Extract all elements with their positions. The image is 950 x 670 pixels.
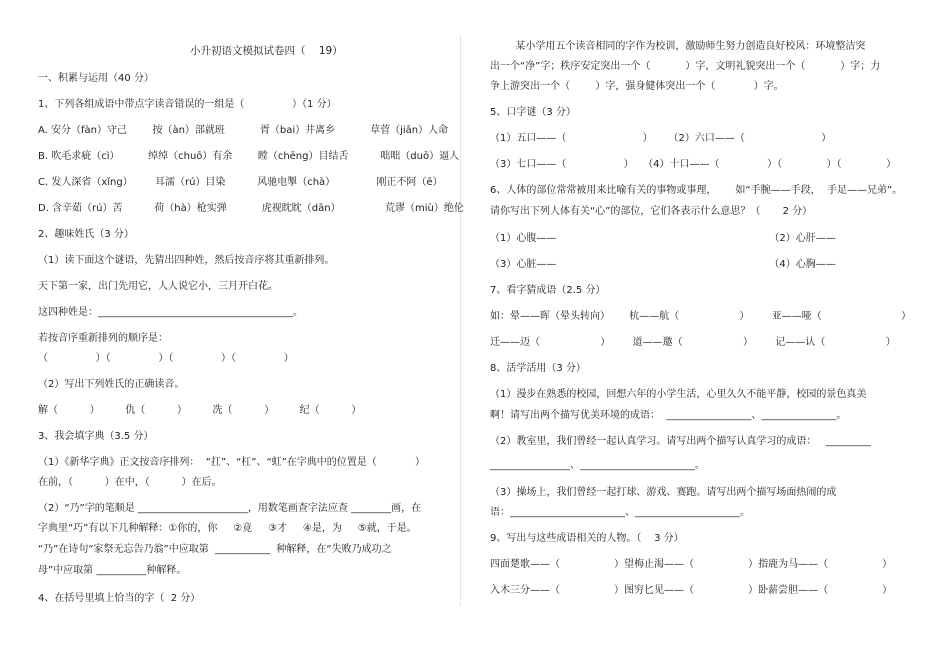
people-row-1: 四面楚歌——（ ）望梅止渴——（ ）指鹿为马——（ ） [490,559,893,570]
question-8-part-3: （3）操场上，我们曾经一起打球、游戏、赛跑。请写出两个描写场面热闹的成 [490,487,837,498]
idiom-guess-row-1: 如：晕——晖（晕头转向） 杭——航（ ） 亚——哑（ ） [490,311,912,322]
question-4: 4、在括号里填上恰当的字（ 2 分） [38,593,201,604]
question-7: 7、看字猜成语（2.5 分） [490,285,606,296]
option-c: C. 发人深省（xǐng） 耳濡（rú）目染 风驰电掣（chà） 刚正不阿（ē） [38,177,443,188]
option-a: A. 安分（fàn）守己 按（àn）部就班 胥（bai）井离乡 草菅（jiān）人命 [38,125,449,136]
question-9: 9、写出与这些成语相关的人物。（ 3 分） [490,533,684,544]
meanings-list: 字典里“巧”有以下几种解释：①你的，你 ②竟 ③才 ④是，为 ⑤就，于是。 [38,523,417,534]
riddle-row-2: （3）七口——（ ） （4）十口——（ ）（ ）（ ） [490,159,897,170]
surname-readings: 解（ ） 仇（ ） 冼（ ） 纪（ ） [38,405,362,416]
question-2-part-2: （2）写出下列姓氏的正确读音。 [38,379,185,390]
section-heading: 一、积累与运用（40 分） [38,73,154,84]
question-8-part-2: （2）教室里，我们曾经一起认真学习。请写出两个描写认真学习的成语： _________ [490,436,871,447]
question-8-part-2-blanks: ________________、_______________________。 [490,460,705,471]
question-2: 2、趣味姓氏（3 分） [38,229,134,240]
question-6-prompt: 请你写出下列人体有关“心”的部位，它们各表示什么意思？（ 2 分） [490,206,813,217]
question-3: 3、我会填字典（3.5 分） [38,431,154,442]
option-d: D. 含辛茹（rú）苦 荷（hà）枪实弹 虎视眈眈（dān） 荒谬（miù）绝伦 [38,203,464,214]
exam-title: 小升初语文模拟试卷四（ 19） [190,45,343,57]
question-1: 1、下列各组成语中带点字读音错误的一组是（ ）（1 分） [38,99,337,110]
school-motto-text: 某小学用五个读音相同的字作为校训，激励师生努力创造良好校风：环境整洁突 [490,41,866,52]
column-divider [460,36,462,606]
school-motto-blanks-2: 争上游突出一个（ ）字，强身健体突出一个（ ）字。 [490,81,784,92]
surname-answer-line: 这四种姓是：_______________________________________。 [38,307,303,318]
question-8: 8、活学活用（3 分） [490,363,586,374]
question-2-part-1: （1）读下面这个谜语，先猜出四种姓，然后按音序将其重新排列。 [38,255,335,266]
question-8-part-1-blanks: 啊！请写出两个描写优美环境的成语： _________________、_______________。 [490,410,847,421]
question-8-part-1: （1）漫步在熟悉的校园，回想六年的小学生活，心里久久不能平静，校园的景色真美 [490,389,867,400]
riddle-row-1: （1）五口——（ ） （2）六口——（ ） [490,133,832,144]
order-prompt: 若按音序重新排列的顺序是： [38,333,168,344]
option-b: B. 吹毛求疵（cì） 绰绰（chuō）有余 瞠（chēng）目结舌 咄咄（duō）逼人 [38,151,460,162]
proverb-usage: 母”中应取第 __________种解释。 [38,565,187,576]
people-row-2: 入木三分——（ ）图穷匕见——（ ）卧薪尝胆——（ ） [490,585,893,596]
order-blanks: （ ）（ ）（ ）（ ） [38,353,294,364]
school-motto-blanks-1: 出一个“净”字；秩序安定突出一个（ ）字，文明礼貌突出一个（ ）字；力 [490,61,881,72]
heart-row-1: （1）心腹—— （2）心肝—— [490,233,836,244]
riddle-text: 天下第一家，出门先用它，人人说它小，三月开白花。 [38,281,278,292]
heart-row-2: （3）心脏—— （4）心胸—— [490,259,836,270]
question-6: 6、人体的部位常常被用来比喻有关的事物或事理， 如“手腕——手段， 手足——兄弟”。 [490,185,903,196]
question-3-part-1: （1）《新华字典》正文按音序排列： “扛”、“杠”、“虹”在字典中的位置是（ ） [38,457,425,468]
question-8-part-3-blanks: 语：_______________________、_____________________。 [490,507,750,518]
question-3-part-1-cont: 在前，（ ）在中，（ ）在后。 [38,477,222,488]
question-5: 5、口字谜（3 分） [490,107,576,118]
idiom-guess-row-2: 迁——迈（ ） 道——邀（ ） 记——认（ ） [490,337,896,348]
question-3-part-2: （2）“乃”字的笔顺是 ______________________，用数笔画查字法应查 ________画，在 [38,503,422,514]
poem-usage: “乃”在诗句“家祭无忘告乃翁”中应取第 ___________ 种解释，在“失败乃成功之 [38,544,392,555]
